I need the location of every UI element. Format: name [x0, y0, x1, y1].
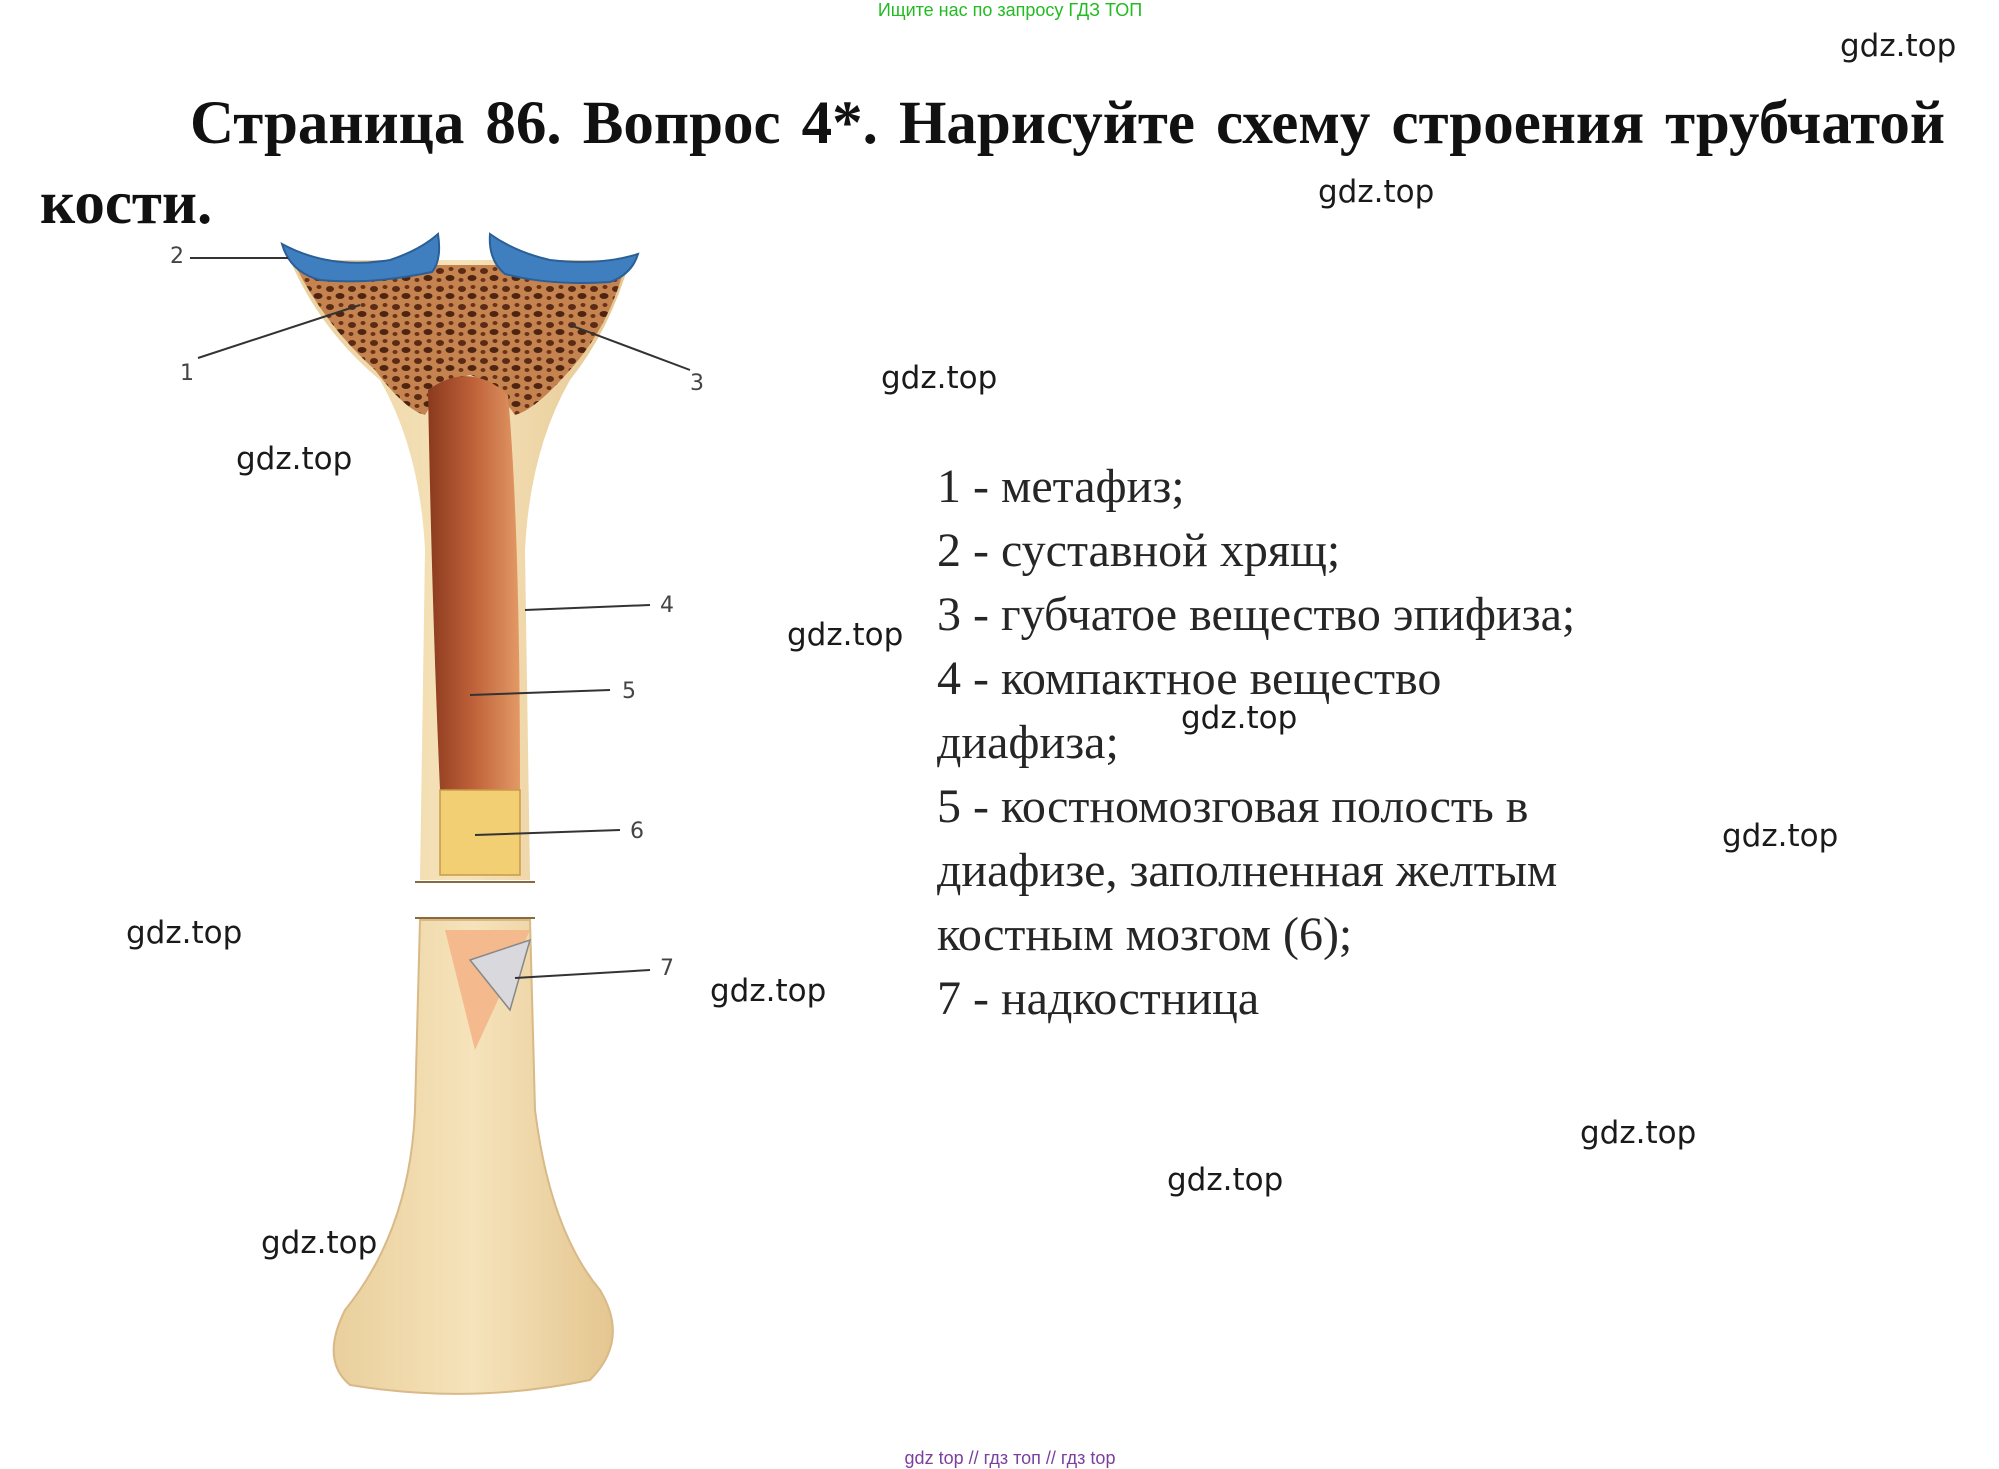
watermark: gdz.top: [1167, 1162, 1284, 1198]
label-4: 4: [660, 593, 674, 618]
footer-links[interactable]: gdz top // гдз топ // гдз top: [904, 1448, 1116, 1468]
long-bone-diagram: [170, 230, 770, 1410]
legend-item: 4 - компактное вещество: [937, 652, 1442, 705]
page-title: [40, 84, 1945, 244]
watermark: gdz.top: [1181, 700, 1298, 736]
legend-item: 7 - надкостница: [937, 972, 1260, 1025]
leader-line-7: [515, 970, 650, 978]
articular-cartilage: [490, 234, 638, 283]
watermark: gdz.top: [1722, 818, 1839, 854]
legend-item: 2 - суставной хрящ;: [937, 524, 1341, 577]
medullary-cavity: [428, 376, 520, 790]
leader-line-4: [525, 605, 650, 610]
legend: [937, 455, 1737, 1031]
label-7: 7: [660, 956, 674, 981]
top-banner[interactable]: Ищите нас по запросу ГДЗ ТОП: [877, 0, 1143, 20]
title-line-2: кости.: [40, 170, 213, 237]
watermark: gdz.top: [236, 441, 353, 477]
articular-cartilage: [282, 234, 439, 281]
legend-item: 3 - губчатое вещество эпифиза;: [937, 588, 1576, 641]
label-6: 6: [630, 819, 644, 844]
title-line-1: Страница 86. Вопрос 4*. Нарисуйте схему строения трубчатой: [190, 90, 1945, 157]
watermark: gdz.top: [787, 617, 904, 653]
label-1: 1: [180, 361, 194, 386]
watermark: gdz.top: [126, 915, 243, 951]
watermark: gdz.top: [710, 973, 827, 1009]
label-3: 3: [690, 371, 704, 396]
watermark: gdz.top: [1318, 174, 1435, 210]
legend-item: костным мозгом (6);: [937, 908, 1353, 961]
legend-item: диафизе, заполненная желтым: [937, 844, 1558, 897]
watermark: gdz.top: [1580, 1115, 1697, 1151]
watermark: gdz.top: [261, 1225, 378, 1261]
watermark: gdz.top: [1840, 28, 1957, 64]
yellow-marrow: [440, 790, 520, 875]
legend-item: 5 - костномозговая полость в: [937, 780, 1529, 833]
label-5: 5: [622, 679, 636, 704]
label-2: 2: [170, 244, 184, 269]
legend-item: диафиза;: [937, 716, 1119, 769]
legend-item: 1 - метафиз;: [937, 460, 1185, 513]
watermark: gdz.top: [881, 360, 998, 396]
